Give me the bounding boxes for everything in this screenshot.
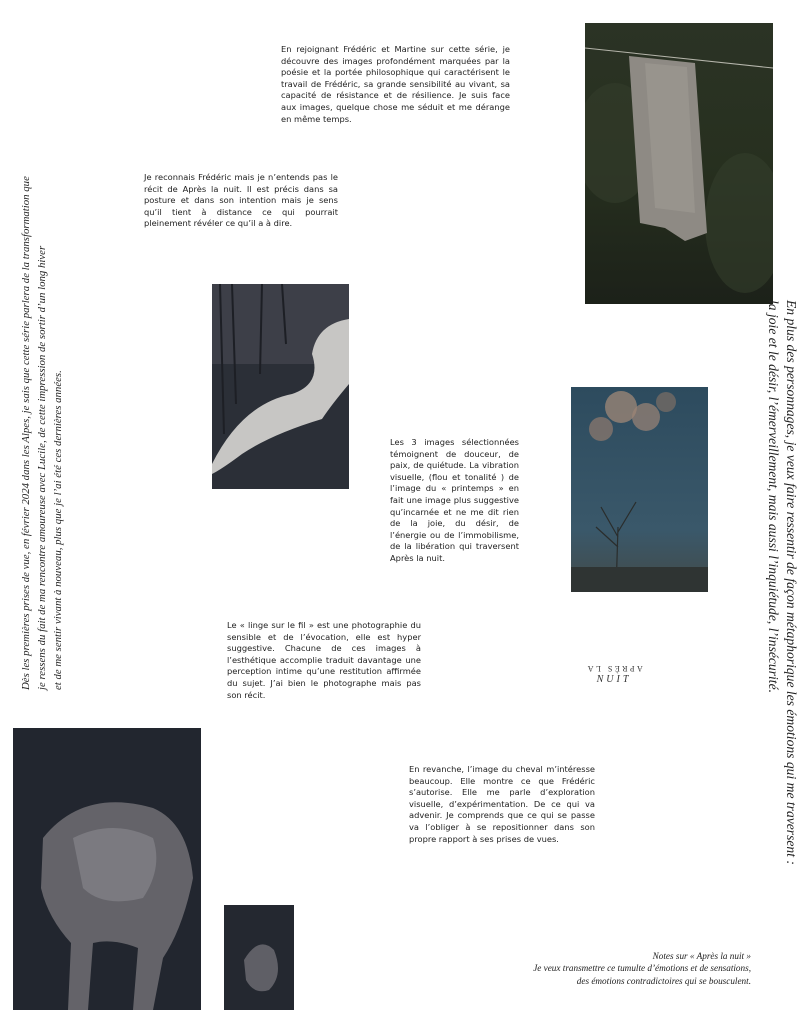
paragraph-laundry-photo: Le « linge sur le fil » est une photographie du sensible et de l’évocation, elle est hyper suggestive. Chacune de ces images à l’esthétique accomplie traduit davantage une perception intime qu’une restitution affirmée du sujet. J’ai bien le photographe mais pas son récit. bbox=[227, 620, 421, 700]
photo-snow-path bbox=[212, 284, 349, 489]
vertical-quote-left-line: je ressens du fait de ma rencontre amoureuse avec Lucile, de cette impression de sortir d’un long hiver bbox=[36, 245, 48, 690]
photo-spring-tree bbox=[571, 387, 708, 592]
photo-laundry-on-line bbox=[585, 23, 773, 304]
vertical-quote-left-line: et de me sentir vivant à nouveau, plus que je l’ai été ces dernières années. bbox=[52, 370, 64, 690]
paragraph-discovery: En rejoignant Frédéric et Martine sur cette série, je découvre des images profondément marquées par la poésie et la portée philosophique qui caractérisent le travail de Frédéric, sa grande sensibilité au vivant, sa capacité de résistance et de résilience. Je suis face aux images, quelque chose me séduit et me dérange en même temps. bbox=[281, 44, 510, 124]
paragraph-three-images: Les 3 images sélectionnées témoignent de douceur, de paix, de quiétude. La vibration visuelle, (flou et tonalité ) de l’image du « printemps » en fait une image plus suggestive qu’incarnée et ne me dit rien de la joie, du désir, de l’énergie ou de l’immobilisme, de la libération qui traversent Après la nuit. bbox=[390, 437, 519, 563]
vertical-quote-left bbox=[18, 120, 66, 690]
logo-top-text: APRÈS LA bbox=[585, 664, 643, 673]
notes-block bbox=[533, 950, 751, 987]
paragraph-horse-photo: En revanche, l’image du cheval m’intéresse beaucoup. Elle montre ce que Frédéric s’autorise. Elle me parle d’exploration visuelle, d’expérimentation. De ce qui va advenir. Je comprends que ce qui se passe va l’obliger à se repositionner dans son propre rapport à ses prises de vues. bbox=[409, 764, 595, 844]
vertical-quote-right-line: En plus des personnages, je veux faire ressentir de façon métaphorique les émotions qui me traversent : bbox=[784, 300, 799, 865]
vertical-quote-right-line: la joie et le désir, l’émerveillement, mais aussi l’inquiétude, l’insécurité. bbox=[766, 300, 781, 693]
logo-bottom-text: NUIT bbox=[596, 674, 632, 685]
notes-line: des émotions contradictoires qui se bousculent. bbox=[576, 975, 751, 986]
vertical-quote-right bbox=[764, 300, 800, 940]
photo-dark-detail bbox=[224, 905, 294, 1010]
vertical-quote-left-line: Dès les premières prises de vue, en février 2024 dans les Alpes, je sais que cette série parlera de la transformation que bbox=[20, 176, 32, 690]
series-logo bbox=[574, 664, 654, 685]
notes-title: Notes sur « Après la nuit » bbox=[652, 951, 751, 961]
notes-line: Je veux transmettre ce tumulte d’émotions et de sensations, bbox=[533, 963, 751, 974]
paragraph-recognition: Je reconnais Frédéric mais je n’entends pas le récit de Après la nuit. Il est précis dans sa posture et dans son intention mais je sens qu’il tient à distance ce qui pourrait pleinement révéler ce qu’il a à dire. bbox=[144, 172, 338, 229]
photo-horse bbox=[13, 728, 201, 1010]
